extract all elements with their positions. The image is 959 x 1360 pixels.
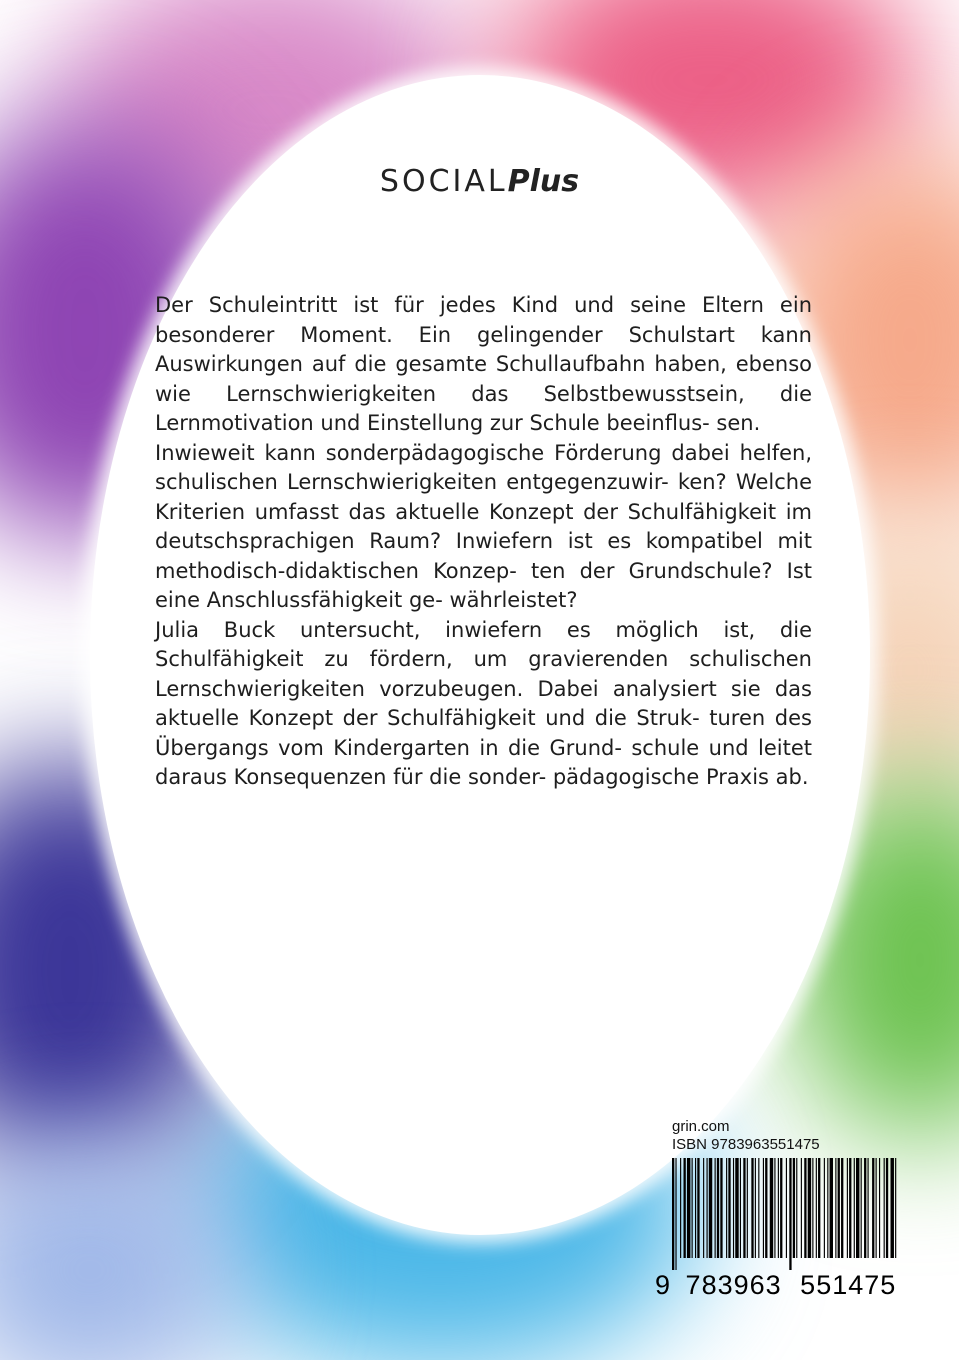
barcode-bar <box>765 1158 767 1258</box>
barcode-bar <box>692 1158 693 1258</box>
barcode-bar <box>868 1158 869 1258</box>
barcode-bar <box>861 1158 862 1258</box>
barcode-bar <box>818 1158 820 1258</box>
blurb-paragraph: Julia Buck untersucht, inwiefern es möglich ist, die Schulfähigkeit zu fördern, um gravierenden schulischen Lernschwierigkeiten vorzubeugen. Dabei analysiert sie das aktuelle Konzept der Schulfähigkeit und die Struk- turen des Übergangs vom Kindergarten in die Grund- schule und leitet daraus Konsequenzen für die sonder- pädagogische Praxis ab. <box>155 617 812 789</box>
barcode-digit-lead: 9 <box>655 1270 672 1300</box>
isbn-number: ISBN 9783963551475 <box>672 1136 820 1153</box>
barcode-bar <box>687 1158 690 1258</box>
barcode-bars <box>670 1158 900 1270</box>
barcode-bar <box>849 1158 851 1258</box>
barcode-bar <box>747 1158 748 1258</box>
barcode-bar <box>709 1158 712 1258</box>
logo-social: SOCIAL <box>379 164 508 199</box>
barcode-bar <box>703 1158 704 1258</box>
blurb-text <box>155 291 812 793</box>
barcode-bar <box>740 1158 741 1258</box>
barcode-bar <box>697 1158 699 1258</box>
publisher-website: grin.com <box>672 1118 730 1135</box>
barcode-bar <box>717 1158 719 1258</box>
barcode-bar <box>675 1158 676 1270</box>
barcode-bar <box>824 1158 825 1258</box>
barcode-bar <box>755 1158 756 1258</box>
publisher-info <box>672 1118 902 1154</box>
barcode-bar <box>886 1158 888 1258</box>
barcode-bar <box>793 1158 795 1258</box>
barcode-bar <box>695 1158 696 1258</box>
barcode-bar <box>847 1158 848 1258</box>
barcode-bar <box>707 1158 708 1258</box>
barcode-bar <box>872 1158 874 1258</box>
barcode-bar <box>789 1158 791 1270</box>
barcode-bar <box>780 1158 782 1258</box>
barcode-bar <box>763 1158 764 1258</box>
barcode <box>670 1158 900 1278</box>
barcode-bar <box>816 1158 817 1258</box>
barcode-digits-group1: 783963 <box>685 1270 782 1300</box>
barcode-bar <box>808 1158 811 1258</box>
barcode-bar <box>841 1158 843 1258</box>
barcode-bar <box>680 1158 681 1258</box>
logo-plus: Plus <box>507 164 580 199</box>
barcode-bar <box>735 1158 738 1258</box>
barcode-bar <box>801 1158 802 1258</box>
barcode-bar <box>743 1158 745 1258</box>
barcode-digits-group2: 551475 <box>800 1270 897 1300</box>
barcode-bar <box>786 1158 787 1258</box>
barcode-bar <box>684 1158 686 1258</box>
barcode-bar <box>796 1158 797 1258</box>
barcode-bar <box>864 1158 866 1258</box>
barcode-bar <box>884 1158 885 1258</box>
barcode-bar <box>812 1158 813 1258</box>
barcode-bar <box>891 1158 894 1258</box>
barcode-bar <box>827 1158 828 1258</box>
barcode-bar <box>854 1158 855 1258</box>
barcode-bar <box>733 1158 734 1258</box>
barcode-bar <box>830 1158 833 1258</box>
barcode-digits <box>655 1270 905 1301</box>
barcode-bar <box>856 1158 859 1258</box>
barcode-bar <box>758 1158 759 1258</box>
barcode-bar <box>895 1158 896 1258</box>
blurb-paragraph: Inwieweit kann sonderpädagogische Förderung dabei helfen, schulischen Lernschwierigkeiten entgegenzuwir- ken? Welche Kriterien umfasst das aktuelle Konzept der Schulfähigkeit im deutschsprachigen Raum? Inwiefern ist es kompatibel mit methodisch-didaktischen Konzep- ten der Grundschule? Ist eine Anschlussfähigkeit ge- währleistet? <box>155 440 812 612</box>
barcode-bar <box>672 1158 674 1270</box>
barcode-bar <box>728 1158 730 1258</box>
barcode-bar <box>838 1158 840 1258</box>
barcode-bar <box>804 1158 806 1258</box>
barcode-bar <box>778 1158 779 1258</box>
barcode-bar <box>720 1158 722 1258</box>
barcode-bar <box>715 1158 716 1258</box>
barcode-bar <box>774 1158 775 1258</box>
barcode-bar <box>879 1158 880 1258</box>
barcode-bar <box>835 1158 836 1258</box>
barcode-bar <box>770 1158 773 1258</box>
publisher-logo <box>0 164 959 199</box>
barcode-bar <box>876 1158 877 1258</box>
blurb-paragraph: Der Schuleintritt ist für jedes Kind und seine Eltern ein besonderer Moment. Ein gelingender Schulstart kann Auswirkungen auf die gesamte Schullaufbahn haben, ebenso wie Lernschwierigkeiten das Selbstbewusstsein, die Lernmotivation und Einstellung zur Schule beeinflus- sen. <box>155 293 812 435</box>
barcode-bar <box>751 1158 753 1258</box>
barcode-bar <box>726 1158 727 1258</box>
